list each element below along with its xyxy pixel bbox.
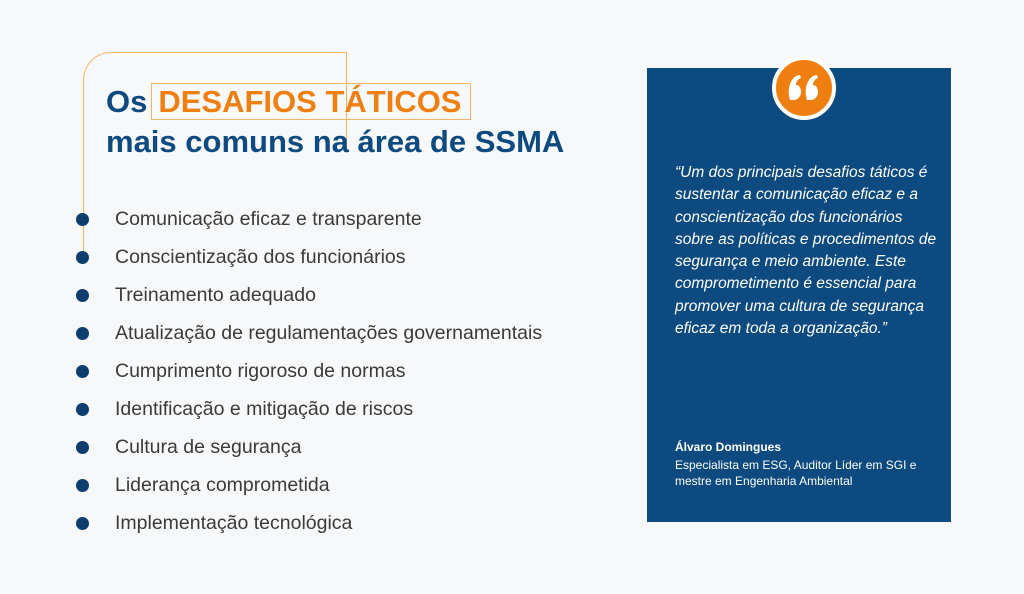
list-item-label: Identificação e mitigação de riscos — [115, 397, 414, 420]
list-item — [76, 390, 542, 428]
bullet-dot-icon — [76, 403, 89, 416]
title-line-2: mais comuns na área de SSMA — [106, 124, 565, 159]
page-title — [106, 82, 564, 162]
list-item — [76, 504, 542, 542]
bullet-dot-icon — [76, 479, 89, 492]
list-item-label: Implementação tecnológica — [115, 511, 353, 534]
bullet-dot-icon — [76, 365, 89, 378]
bullet-dot-icon — [76, 251, 89, 264]
list-item-label: Treinamento adequado — [115, 283, 316, 306]
bullet-dot-icon — [76, 289, 89, 302]
bullet-dot-icon — [76, 327, 89, 340]
challenges-list — [76, 200, 542, 542]
list-item-label: Conscientização dos funcionários — [115, 245, 406, 268]
quote-icon — [772, 56, 836, 120]
bullet-dot-icon — [76, 517, 89, 530]
list-item-label: Comunicação eficaz e transparente — [115, 207, 422, 230]
list-item-label: Cumprimento rigoroso de normas — [115, 359, 406, 382]
list-item — [76, 200, 542, 238]
list-item — [76, 314, 542, 352]
title-prefix: Os — [106, 84, 148, 119]
title-line-1 — [106, 82, 564, 122]
quote-marks-glyph — [787, 74, 821, 102]
list-item-label: Cultura de segurança — [115, 435, 302, 458]
list-item-label: Atualização de regulamentações governamentais — [115, 321, 543, 344]
list-item — [76, 352, 542, 390]
list-item-label: Liderança comprometida — [115, 473, 330, 496]
bullet-dot-icon — [76, 441, 89, 454]
bullet-dot-icon — [76, 213, 89, 226]
list-item — [76, 276, 542, 314]
list-item — [76, 238, 542, 276]
title-highlight: DESAFIOS TÁTICOS — [151, 83, 470, 120]
author-name: Álvaro Domingues — [675, 440, 782, 454]
list-item — [76, 428, 542, 466]
list-item — [76, 466, 542, 504]
quote-text: “Um dos principais desafios táticos é sustentar a comunicação eficaz e a conscientização dos funcionários sobre as políticas e procedimentos de segurança e meio ambiente. Este comprometimento é essencial para promover uma cultura de segurança eficaz em toda a organização.” — [675, 164, 937, 338]
author-role: Especialista em ESG, Auditor Líder em SGI e mestre em Engenharia Ambiental — [675, 458, 917, 488]
